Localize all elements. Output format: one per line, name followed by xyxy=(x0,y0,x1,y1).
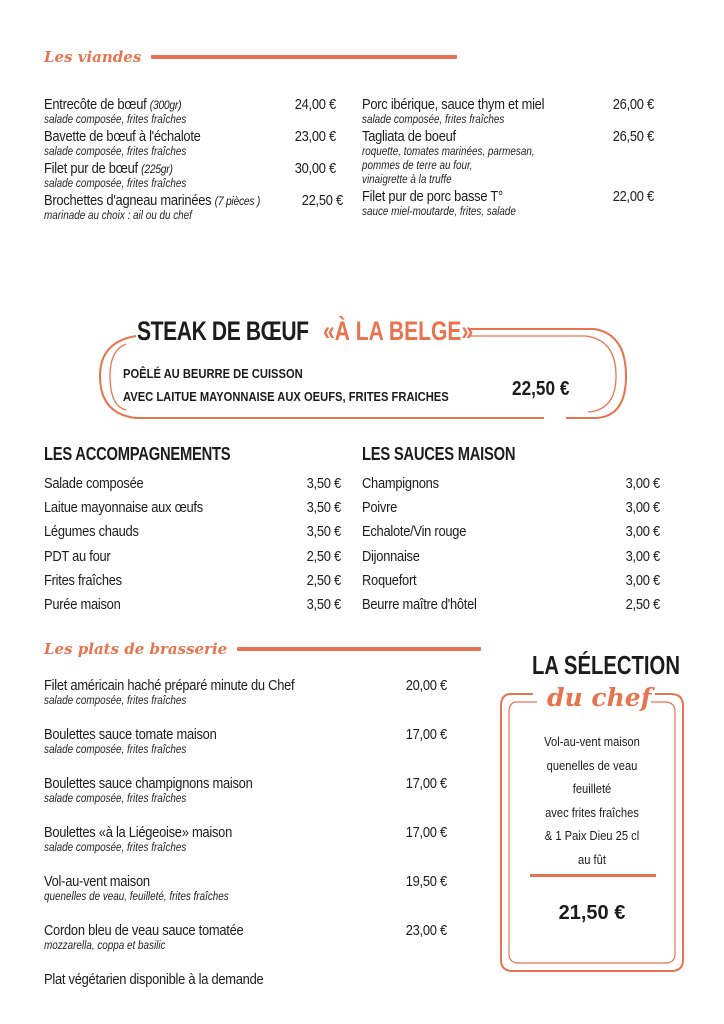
accompagnements-section xyxy=(44,444,341,617)
item-price: 22,50 € xyxy=(301,192,344,209)
item-name: Cordon bleu de veau sauce tomatée xyxy=(44,922,244,939)
list-item: Dijonnaise 3,00 € xyxy=(362,547,660,565)
item-description: quenelles de veau, feuilleté, frites fraîches xyxy=(44,891,229,903)
item-description: sauce miel-moutarde, frites, salade xyxy=(362,206,516,218)
item-price: 23,00 € xyxy=(405,922,447,939)
selection-title: LA SÉLECTION xyxy=(532,650,680,680)
viandes-header xyxy=(44,48,457,66)
item-name: Filet américain haché préparé minute du Chef xyxy=(44,677,295,694)
menu-item xyxy=(44,922,447,971)
steak-line-1: POÊLÉ AU BEURRE DE CUISSON xyxy=(123,366,303,381)
brasserie-header xyxy=(44,640,481,658)
item-description: mozzarella, coppa et basilic xyxy=(44,940,166,952)
item-price: 17,00 € xyxy=(405,824,447,841)
menu-item xyxy=(44,775,447,824)
item-price: 26,00 € xyxy=(612,96,654,113)
menu-item xyxy=(44,824,447,873)
list-item: Champignons 3,00 € xyxy=(362,474,660,492)
menu-item xyxy=(44,726,447,775)
selection-line: avec frites fraîches xyxy=(545,804,639,820)
item-description: salade composée, frites fraîches xyxy=(44,178,187,190)
item-price: 20,00 € xyxy=(405,677,447,694)
item-name: Tagliata de boeuf xyxy=(362,128,456,145)
menu-item xyxy=(44,192,344,222)
item-name: Bavette de bœuf à l'échalote xyxy=(44,128,201,145)
item-description: salade composée, frites fraîches xyxy=(44,744,187,756)
selection-description xyxy=(512,730,672,871)
list-item: Frites fraîches 2,50 € xyxy=(44,571,341,589)
item-name: Brochettes d'agneau marinées (7 pièces ) xyxy=(44,192,261,209)
list-item: Purée maison 3,50 € xyxy=(44,596,341,614)
list-item: PDT au four 2,50 € xyxy=(44,547,341,565)
brasserie-rule xyxy=(237,647,481,651)
selection-line: au fût xyxy=(578,851,606,867)
menu-item xyxy=(44,677,447,726)
item-name: Filet pur de porc basse T° xyxy=(362,188,503,205)
item-description: marinade au choix : ail ou du chef xyxy=(44,210,192,222)
item-price: 22,00 € xyxy=(612,188,654,205)
item-price: 19,50 € xyxy=(405,873,447,890)
sauces-section xyxy=(362,444,660,617)
vegetarian-note: Plat végétarien disponible à la demande xyxy=(44,971,264,988)
menu-item xyxy=(44,873,447,922)
item-description: roquette, tomates marinées, parmesan, xyxy=(362,146,535,158)
item-description: vinaigrette à la truffe xyxy=(362,174,452,186)
item-description: salade composée, frites fraîches xyxy=(44,146,187,158)
selection-line: feuilleté xyxy=(572,781,612,796)
item-description: salade composée, frites fraîches xyxy=(44,793,187,805)
sauces-title: LES SAUCES MAISON xyxy=(362,444,516,464)
menu-item xyxy=(44,96,336,126)
selection-rule xyxy=(530,874,656,877)
item-price: 26,50 € xyxy=(612,128,654,145)
list-item: Beurre maître d'hôtel 2,50 € xyxy=(362,596,660,614)
viandes-left-column xyxy=(44,96,344,224)
list-item: Poivre 3,00 € xyxy=(362,498,660,516)
selection-line: Vol-au-vent maison xyxy=(544,734,640,749)
item-description: pommes de terre au four, xyxy=(362,160,473,172)
steak-title xyxy=(137,316,516,347)
item-description: salade composée, frites fraîches xyxy=(44,695,187,707)
brasserie-title: Les plats de brasserie xyxy=(44,640,228,658)
selection-subtitle: du chef xyxy=(547,683,652,712)
steak-price: 22,50 € xyxy=(512,378,570,400)
item-price: 30,00 € xyxy=(294,160,336,177)
menu-item xyxy=(44,128,336,158)
list-item: Roquefort 3,00 € xyxy=(362,571,660,589)
item-name: Boulettes sauce champignons maison xyxy=(44,775,253,792)
item-price: 17,00 € xyxy=(405,726,447,743)
menu-item xyxy=(44,160,336,190)
item-description: salade composée, frites fraîches xyxy=(44,114,187,126)
steak-title-main: STEAK DE BŒUF xyxy=(137,316,309,346)
list-item: Légumes chauds 3,50 € xyxy=(44,523,341,541)
item-name: Vol-au-vent maison xyxy=(44,873,150,890)
menu-item xyxy=(362,128,654,186)
list-item: Salade composée 3,50 € xyxy=(44,474,341,492)
viandes-rule xyxy=(151,55,457,59)
item-name: Boulettes «à la Liégeoise» maison xyxy=(44,824,232,841)
list-item: Laitue mayonnaise aux œufs 3,50 € xyxy=(44,498,341,516)
menu-item xyxy=(362,96,654,126)
selection-price: 21,50 € xyxy=(558,902,626,924)
item-price: 23,00 € xyxy=(294,128,336,145)
viandes-right-column xyxy=(362,96,654,220)
accompagnements-title: LES ACCOMPAGNEMENTS xyxy=(44,444,231,464)
item-description: salade composée, frites fraîches xyxy=(362,114,505,126)
steak-line-2: AVEC LAITUE MAYONNAISE AUX OEUFS, FRITES FRAICHES xyxy=(123,389,449,404)
selection-line: quenelles de veau xyxy=(546,757,638,773)
item-price: 24,00 € xyxy=(294,96,336,113)
item-name: Entrecôte de bœuf (300gr) xyxy=(44,96,182,113)
item-price: 17,00 € xyxy=(405,775,447,792)
selection-line: & 1 Paix Dieu 25 cl xyxy=(544,828,640,843)
item-description: salade composée, frites fraîches xyxy=(44,842,187,854)
brasserie-list xyxy=(44,677,447,988)
item-name: Boulettes sauce tomate maison xyxy=(44,726,217,743)
item-name: Porc ibérique, sauce thym et miel xyxy=(362,96,545,113)
viandes-title: Les viandes xyxy=(44,48,142,66)
steak-title-accent: «À LA BELGE» xyxy=(323,316,474,346)
list-item: Echalote/Vin rouge 3,00 € xyxy=(362,523,660,541)
menu-item xyxy=(362,188,654,218)
item-name: Filet pur de bœuf (225gr) xyxy=(44,160,173,177)
